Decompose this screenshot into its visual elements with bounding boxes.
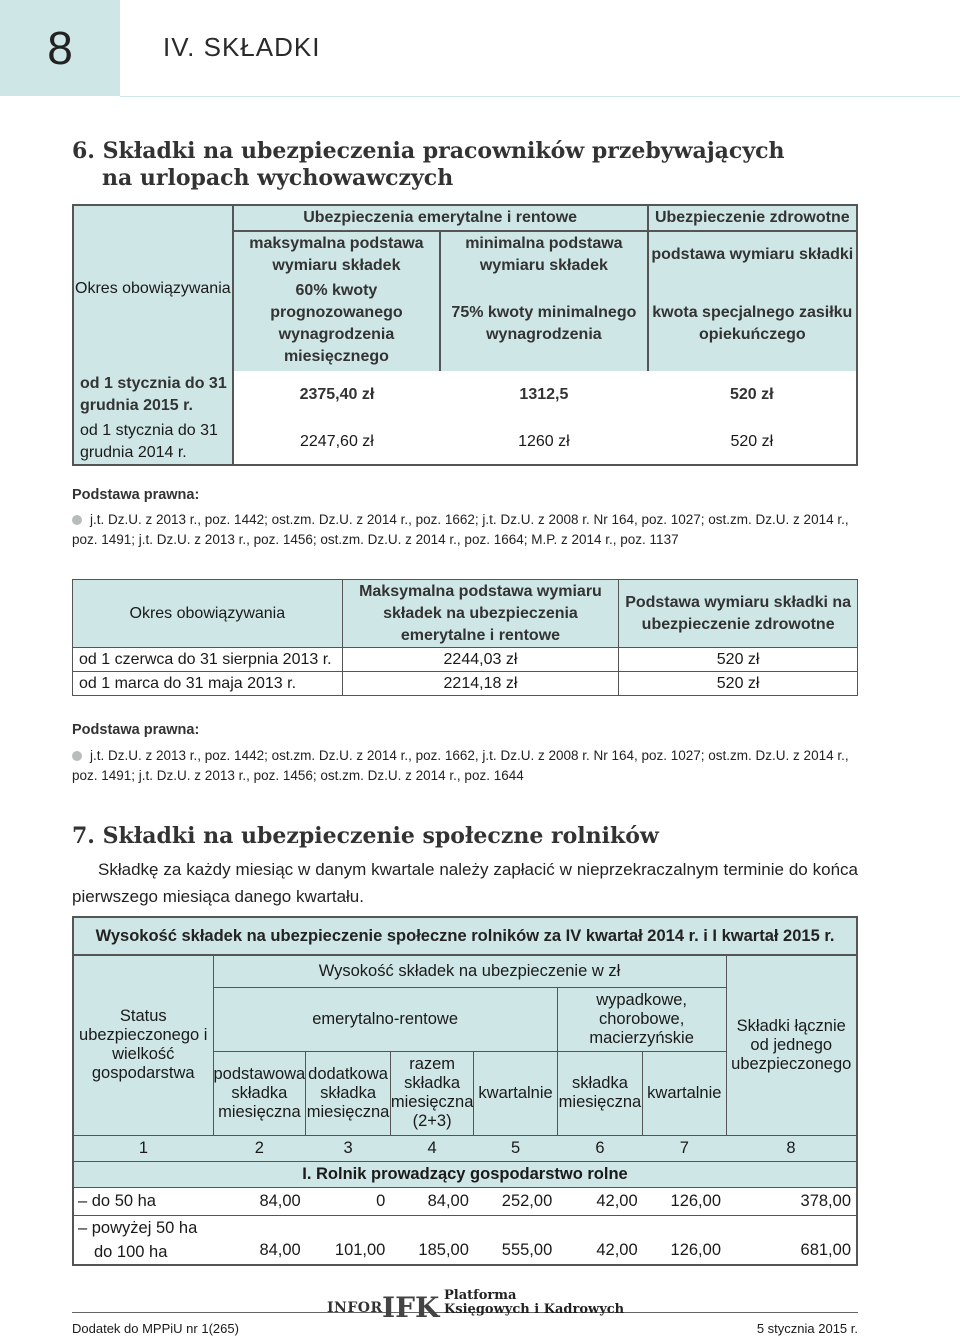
health-header: Ubezpieczenie zdrowotne xyxy=(648,205,857,231)
section-7-paragraph: Składkę za każdy miesiąc w danym kwartale należy zapłacić w nieprzekraczalnym terminie do końca pierwszego miesiąca danego kwartału. xyxy=(72,860,858,906)
legal-basis-label-2: Podstawa prawna: xyxy=(72,722,200,738)
max-2014: 2247,60 zł xyxy=(233,419,441,465)
t3-row1-value: 0 xyxy=(306,1187,391,1215)
t3-row1-value: 126,00 xyxy=(643,1187,726,1215)
farmers-contributions-table xyxy=(72,916,858,1266)
t2-health-1: 520 zł xyxy=(619,648,858,672)
section-6-title-line1: 6. Składki na ubezpieczenia pracowników przebywających xyxy=(72,138,785,164)
t3-col-num: 4 xyxy=(390,1135,474,1161)
t3-row1-value: 42,00 xyxy=(557,1187,642,1215)
t3-row2-value: 101,00 xyxy=(334,1241,386,1259)
ifk-logo: IFK xyxy=(382,1291,440,1324)
t3-quarterly-header-2: kwartalnie xyxy=(643,1051,726,1135)
min-2014: 1260 zł xyxy=(518,432,570,450)
t3-row2-value: 42,00 xyxy=(596,1241,638,1259)
section-7-title: 7. Składki na ubezpieczenie społeczne rolników xyxy=(72,823,659,849)
t3-row2-value: 185,00 xyxy=(418,1241,469,1259)
header-rule xyxy=(120,96,960,97)
t3-additional-header: dodatkowa składka miesięczna xyxy=(306,1051,391,1135)
t3-col-num: 7 xyxy=(643,1135,726,1161)
min-base-desc: 75% kwoty minimalnego wynagrodzenia xyxy=(440,277,647,371)
t2-max-1: 2244,03 zł xyxy=(342,648,619,672)
bullet-icon xyxy=(72,751,82,761)
t2-max-2: 2214,18 zł xyxy=(342,672,619,696)
t3-status-header: Status ubezpieczonego i wielkość gospodarstwa xyxy=(73,955,213,1135)
t3-row2-value: 681,00 xyxy=(800,1241,851,1259)
t3-title: Wysokość składek na ubezpieczenie społeczne rolników za IV kwartał 2014 r. i I kwartał 2015 r. xyxy=(73,917,857,955)
min-base-header: minimalna podstawa wymiaru składek xyxy=(440,231,647,277)
max-base-desc: 60% kwoty prognozowanego wynagrodzenia miesięcznego xyxy=(233,277,441,371)
t3-row2-value: 84,00 xyxy=(259,1241,301,1259)
platform-name-line1: Platforma xyxy=(444,1288,517,1303)
t2-period-1: od 1 czerwca do 31 sierpnia 2013 r. xyxy=(73,648,343,672)
t2-period-2: od 1 marca do 31 maja 2013 r. xyxy=(73,672,343,696)
legal-basis-text-2: j.t. Dz.U. z 2013 r., poz. 1442; ost.zm. Dz.U. z 2014 r., poz. 1662, j.t. Dz.U. z 2008 r. Nr 164, poz. 1027; ost.zm. Dz.U. z 2014 r., poz. 1491; j.t. Dz.U. z 2013 r., poz. 1456; ost.zm. Dz.U. z 2014 r., poz. 1644 xyxy=(72,748,849,783)
t2-health-2: 520 zł xyxy=(619,672,858,696)
t3-quarterly-header-1: kwartalnie xyxy=(474,1051,557,1135)
t3-group-header: I. Rolnik prowadzący gospodarstwo rolne xyxy=(73,1161,857,1187)
2013-periods-table xyxy=(72,579,858,696)
t3-col-num: 1 xyxy=(73,1135,213,1161)
max-2015: 2375,40 zł xyxy=(233,371,441,419)
legal-basis-1 xyxy=(72,510,862,550)
section-6-title xyxy=(72,138,872,192)
t3-col-num: 8 xyxy=(726,1135,857,1161)
bullet-icon xyxy=(72,515,82,525)
max-base-header: maksymalna podstawa wymiaru składek xyxy=(233,231,441,277)
platform-name xyxy=(444,1289,624,1317)
t3-basic-header: podstawowa składka miesięczna xyxy=(213,1051,306,1135)
page-number: 8 xyxy=(0,0,120,96)
legal-basis-label-1: Podstawa prawna: xyxy=(72,487,200,503)
t3-row1-label: – do 50 ha xyxy=(73,1187,213,1215)
t2-period-header: Okres obowiązywania xyxy=(73,580,343,648)
page-footer xyxy=(72,1288,858,1336)
legal-basis-2 xyxy=(72,746,862,786)
t3-col-num: 6 xyxy=(557,1135,642,1161)
t3-total-header: Składki łącznie od jednego ubezpieczonego xyxy=(726,955,857,1135)
childcare-leave-table xyxy=(72,204,858,466)
section-6-title-line2: na urlopach wychowawczych xyxy=(102,165,454,191)
legal-basis-text-1: j.t. Dz.U. z 2013 r., poz. 1442; ost.zm. Dz.U. z 2014 r., poz. 1662; j.t. Dz.U. z 2008 r. Nr 164, poz. 1027; ost.zm. Dz.U. z 2014 r., poz. 1491; j.t. Dz.U. z 2013 r., poz. 1456; ost.zm. Dz.U. z 2014 r., poz. 1664; M.P. z 2014 r., poz. 1137 xyxy=(72,512,849,547)
t3-monthly-header: składka miesięczna xyxy=(557,1051,642,1135)
t3-accident-header: wypadkowe, chorobowe, macierzyńskie xyxy=(557,987,726,1051)
t3-row2-label-line2: do 100 ha xyxy=(94,1242,168,1261)
t3-row2-label-line1: – powyżej 50 ha xyxy=(78,1218,198,1237)
t3-row1-value: 84,00 xyxy=(213,1187,306,1215)
t3-sum-header: razem składka miesięczna (2+3) xyxy=(390,1051,474,1135)
footer-publication: Dodatek do MPPiU nr 1(265) xyxy=(72,1321,239,1336)
t3-row1-value: 378,00 xyxy=(726,1187,857,1215)
infor-logo: INFOR xyxy=(327,1300,383,1316)
t3-amount-header: Wysokość składek na ubezpieczenie w zł xyxy=(213,955,726,987)
t3-row1-value: 252,00 xyxy=(474,1187,557,1215)
period-header: Okres obowiązywania xyxy=(73,205,233,371)
chapter-title: IV. SKŁADKI xyxy=(163,32,321,62)
t3-row2-value: 555,00 xyxy=(501,1241,553,1259)
health-base-desc: kwota specjalnego zasiłku opiekuńczego xyxy=(648,277,857,371)
pension-header: Ubezpieczenia emerytalne i rentowe xyxy=(233,205,648,231)
t2-max-header: Maksymalna podstawa wymiaru składek na ubezpieczenia emerytalne i rentowe xyxy=(342,580,619,648)
health-2015: 520 zł xyxy=(730,386,774,403)
min-2015: 1312,5 xyxy=(519,386,569,403)
t2-health-header: Podstawa wymiaru składki na ubezpieczenie zdrowotne xyxy=(619,580,858,648)
platform-name-line2: Księgowych i Kadrowych xyxy=(444,1302,625,1317)
t3-col-num: 5 xyxy=(474,1135,557,1161)
health-2014: 520 zł xyxy=(730,432,774,450)
t3-row1-value: 84,00 xyxy=(390,1187,474,1215)
footer-date: 5 stycznia 2015 r. xyxy=(756,1321,858,1336)
period-2015: od 1 stycznia do 31 grudnia 2015 r. xyxy=(73,371,233,419)
period-2014: od 1 stycznia do 31 grudnia 2014 r. xyxy=(73,419,233,465)
t3-row2-value: 126,00 xyxy=(670,1241,721,1259)
t3-row2-label xyxy=(73,1215,213,1265)
t3-col-num: 2 xyxy=(213,1135,306,1161)
t3-pension-header: emerytalno-rentowe xyxy=(213,987,557,1051)
health-base-header: podstawa wymiaru składki xyxy=(648,231,857,277)
t3-col-num: 3 xyxy=(306,1135,391,1161)
